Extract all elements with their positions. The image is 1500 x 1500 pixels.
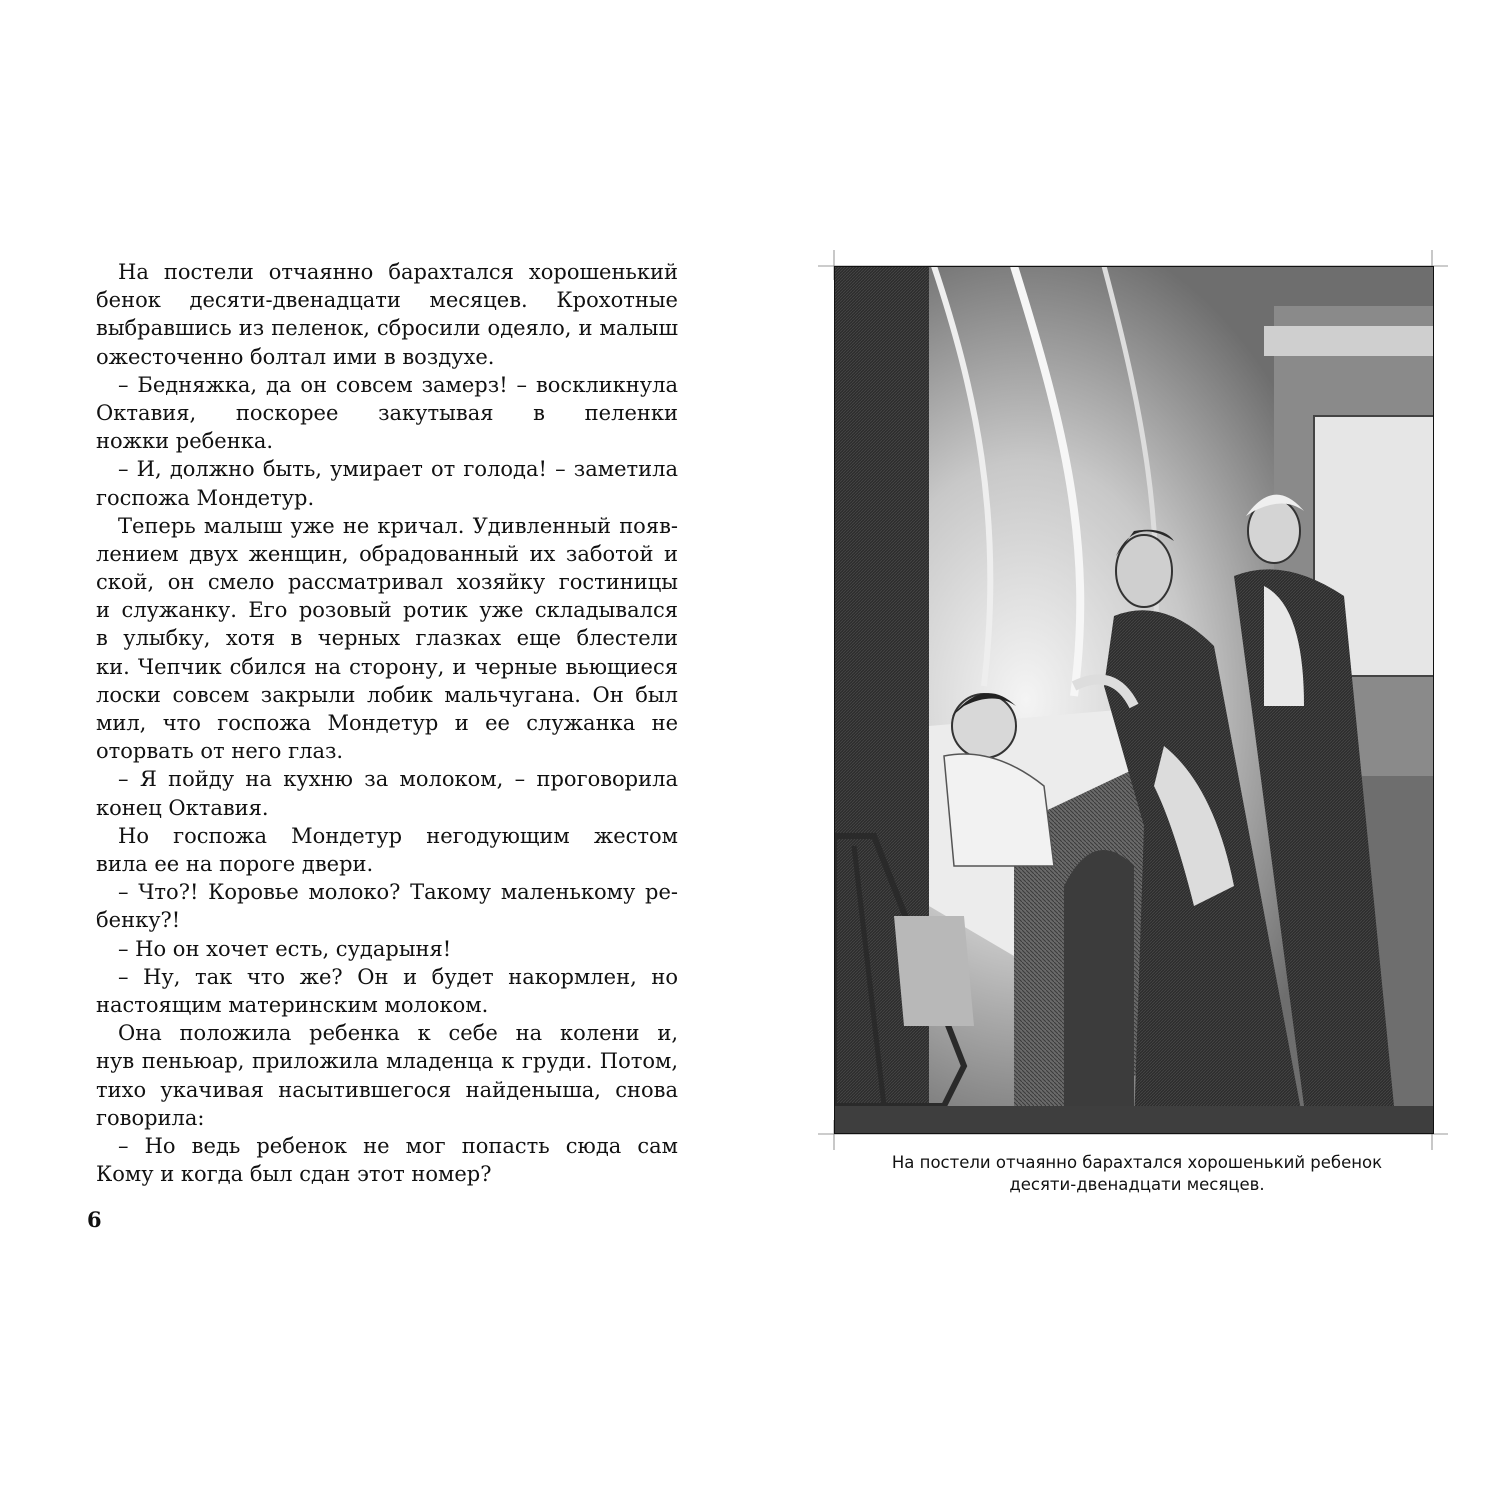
text-line: – Ну, так что же? Он и будет накормлен, но [118,964,678,989]
text-line: – Но ведь ребенок не мог попасть сюда сам [118,1133,678,1158]
text-line: – И, должно быть, умирает от голода! – заметила [118,457,678,482]
text-line: Октавия, поскорее закутывая в пеленки [96,400,678,425]
text-line: Теперь малыш уже не кричал. Удивленный появ- [118,513,678,538]
text-line: ожесточенно болтал ими в воздухе. [96,344,495,369]
text-line: ки. Чепчик сбился на сторону, и черные вьющиеся [96,654,678,679]
text-line: ножки ребенка. [96,429,274,454]
text-line: настоящим материнским молоком. [96,993,489,1017]
text-line: – Что?! Коровье молоко? Такому маленькому ре- [118,880,678,905]
text-line: ской, он смело рассматривал хозяйку гостиницы [96,570,678,595]
text-line: конец Октавия. [96,795,269,820]
engraving-illustration [834,266,1434,1134]
illustration-frame [818,250,1448,1150]
text-line: нув пеньюар, приложила младенца к груди. Потом, [96,1049,678,1074]
text-line: в улыбку, хотя в черных глазках еще блестели [96,626,678,651]
text-line: вила ее на пороге двери. [96,852,374,877]
text-line: – Но он хочет есть, сударыня! [118,936,452,961]
text-line: бенку?! [96,908,181,933]
text-line: – Бедняжка, да он совсем замерз! – воскликнула [118,372,678,397]
text-line: выбравшись из пеленок, сбросили одеяло, и малыш [96,316,678,341]
text-line: тихо укачивая насытившегося найденыша, снова [96,1077,678,1102]
text-line: Но госпожа Мондетур негодующим жестом [118,823,678,848]
text-line: На постели отчаянно барахтался хорошенький [118,260,678,284]
body-text [96,258,678,1188]
text-line: и служанку. Его розовый ротик уже складывался [96,598,678,623]
text-line: – Я пойду на кухню за молоком, – проговорила [118,767,678,792]
text-line: лением двух женщин, обрадованный их заботой и [96,541,678,566]
illustration-caption [836,1152,1438,1196]
text-line: оторвать от него глаз. [96,739,344,764]
text-line: Она положила ребенка к себе на колени и, [118,1021,678,1046]
caption-line: десяти-двенадцати месяцев. [1009,1175,1265,1194]
caption-line: На постели отчаянно барахтался хорошенький ребенок [891,1153,1383,1172]
text-line: лоски совсем закрыли лобик мальчугана. Он был [96,682,678,707]
text-line: бенок десяти-двенадцати месяцев. Крохотные [96,288,678,313]
text-line: говорила: [96,1105,205,1130]
text-line: мил, что госпожа Мондетур и ее служанка не [96,711,678,736]
text-line: Кому и когда был сдан этот номер? [96,1162,492,1187]
text-line: госпожа Мондетур. [96,485,315,510]
page-number: 6 [87,1207,102,1232]
